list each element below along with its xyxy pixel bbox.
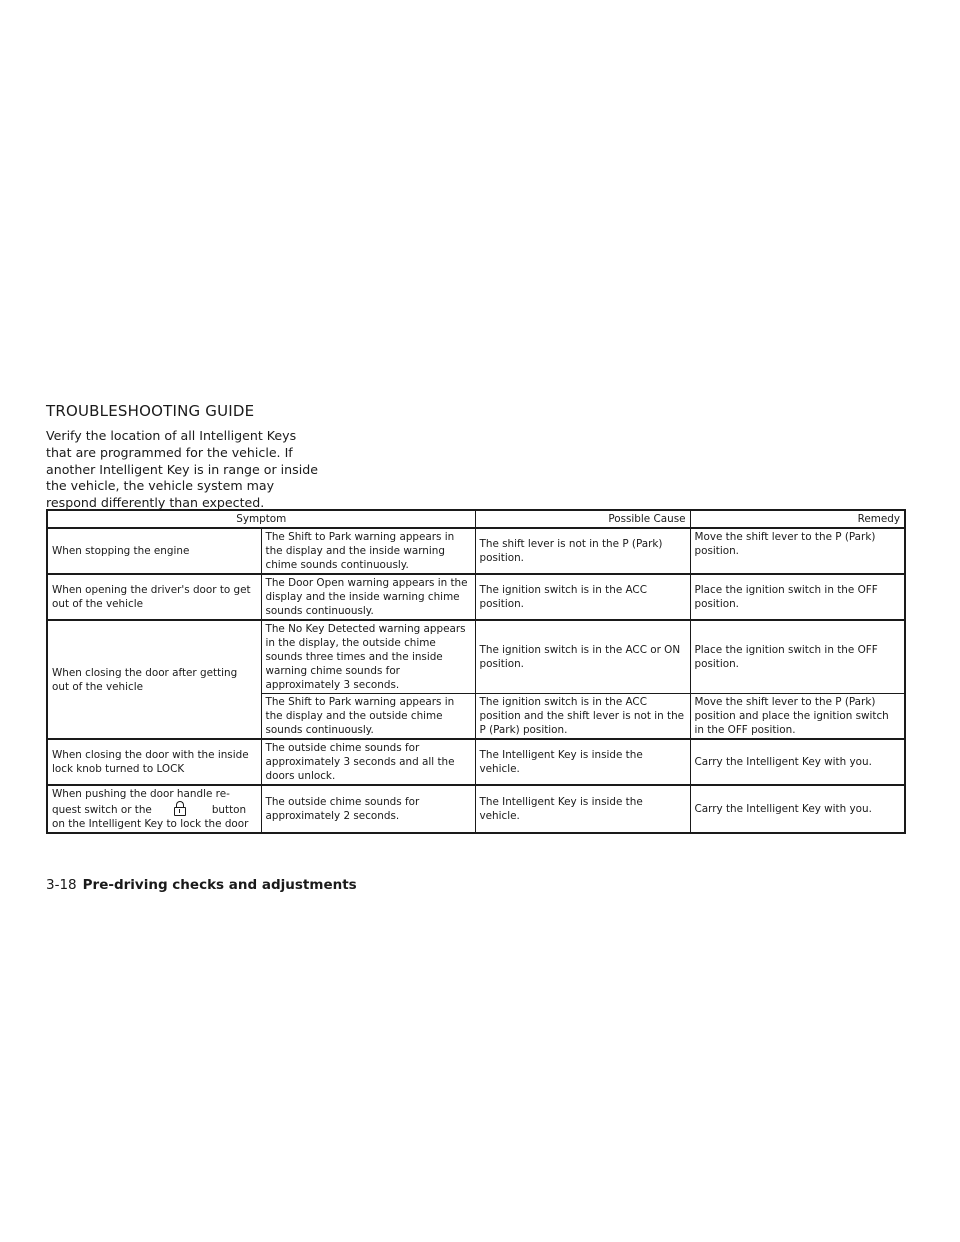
table-row [47, 785, 905, 833]
intro-paragraph: Verify the location of all Intelligent Keys that are programmed for the vehicle. If another Intelligent Key is in range or inside the vehicle, the vehicle system may respond differently than expected. [46, 428, 318, 511]
remedy-cell: Place the ignition switch in the OFF position. [690, 620, 905, 694]
table-row [47, 574, 905, 620]
symptom-cell: When stopping the engine [47, 528, 261, 574]
lock-icon [174, 801, 186, 815]
remedy-cell: Place the ignition switch in the OFF position. [690, 574, 905, 620]
page-footer [46, 877, 357, 893]
symptom-detail-cell: The Shift to Park warning appears in the display and the outside chime sounds continuously. [261, 694, 475, 740]
symptom-line: quest switch or the [52, 804, 152, 816]
header-symptom: Symptom [47, 510, 475, 528]
symptom-detail-cell: The outside chime sounds for approximately 3 seconds and all the doors unlock. [261, 739, 475, 785]
page-number: 3-18 [46, 877, 77, 893]
symptom-cell: When closing the door with the inside lock knob turned to LOCK [47, 739, 261, 785]
table-row [47, 620, 905, 694]
symptom-detail-cell: The Shift to Park warning appears in the display and the inside warning chime sounds continuously. [261, 528, 475, 574]
symptom-detail-cell: The No Key Detected warning appears in the display, the outside chime sounds three times and the inside warning chime sounds for approximately 3 seconds. [261, 620, 475, 694]
cause-cell: The shift lever is not in the P (Park) position. [475, 528, 690, 574]
table-row [47, 739, 905, 785]
cause-cell: The ignition switch is in the ACC position and the shift lever is not in the P (Park) position. [475, 694, 690, 740]
footer-section-name: Pre-driving checks and adjustments [82, 877, 357, 893]
cause-cell: The Intelligent Key is inside the vehicle. [475, 739, 690, 785]
table-row [47, 528, 905, 574]
remedy-cell: Move the shift lever to the P (Park) position. [690, 528, 905, 574]
symptom-detail-cell: The Door Open warning appears in the display and the inside warning chime sounds continuously. [261, 574, 475, 620]
cause-cell: The Intelligent Key is inside the vehicle. [475, 785, 690, 833]
remedy-cell: Carry the Intelligent Key with you. [690, 785, 905, 833]
remedy-cell: Move the shift lever to the P (Park) position and place the ignition switch in the OFF position. [690, 694, 905, 740]
symptom-line: When pushing the door handle re- [52, 788, 230, 800]
troubleshooting-table [46, 509, 906, 834]
symptom-cell [47, 785, 261, 833]
symptom-line: on the Intelligent Key to lock the door [52, 818, 249, 830]
symptom-detail-cell: The outside chime sounds for approximately 2 seconds. [261, 785, 475, 833]
symptom-cell: When closing the door after getting out of the vehicle [47, 620, 261, 739]
header-possible-cause: Possible Cause [475, 510, 690, 528]
section-title: TROUBLESHOOTING GUIDE [46, 402, 255, 420]
cause-cell: The ignition switch is in the ACC position. [475, 574, 690, 620]
table-header-row [47, 510, 905, 528]
header-remedy: Remedy [690, 510, 905, 528]
remedy-cell: Carry the Intelligent Key with you. [690, 739, 905, 785]
symptom-line: button [211, 804, 247, 816]
cause-cell: The ignition switch is in the ACC or ON position. [475, 620, 690, 694]
symptom-cell: When opening the driver's door to get out of the vehicle [47, 574, 261, 620]
